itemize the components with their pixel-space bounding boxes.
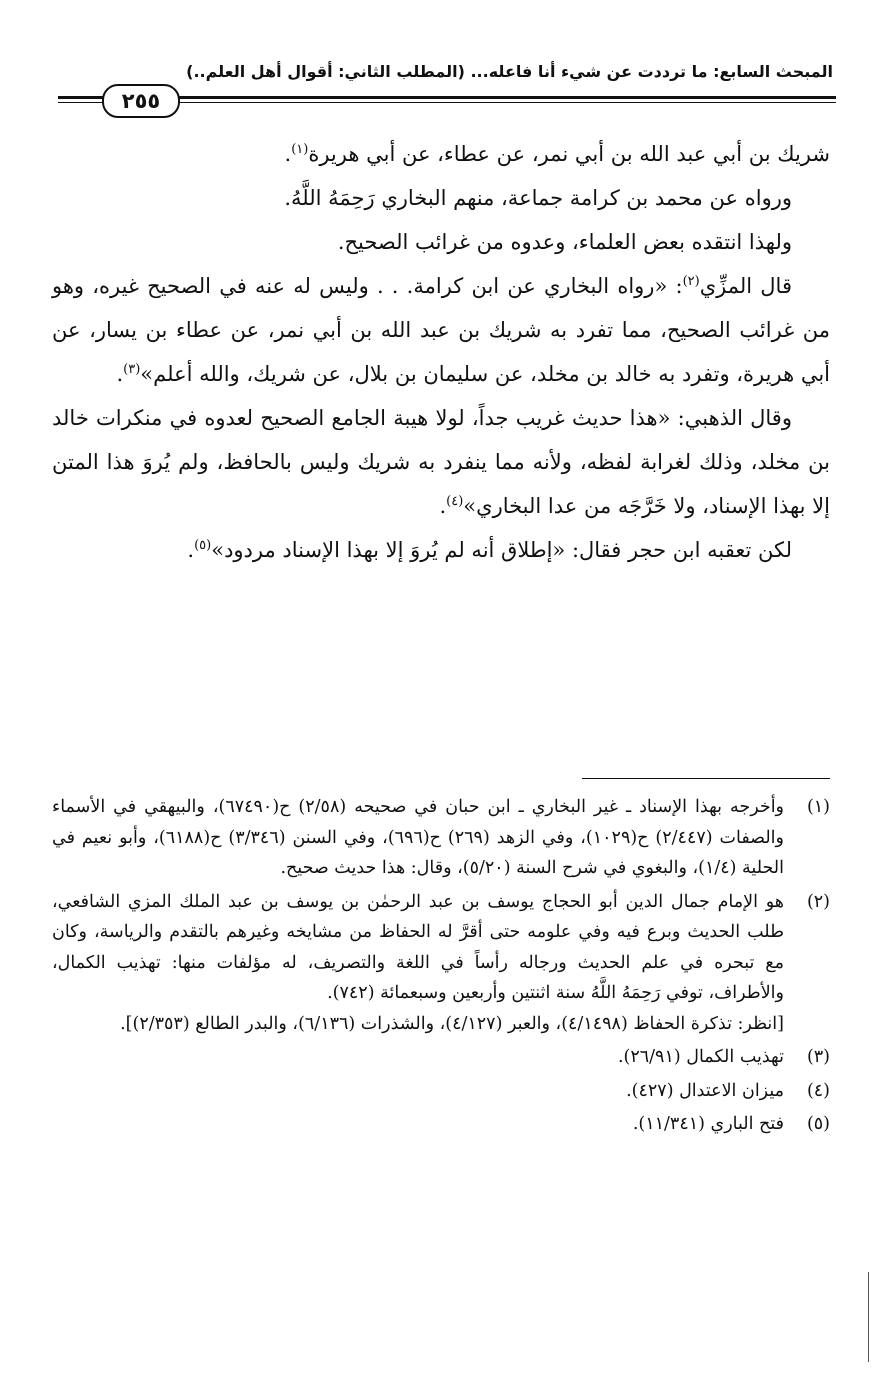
footnote-5 — [52, 1109, 830, 1140]
footnote-number: (٤) — [806, 1080, 830, 1101]
footnote-number: (٢) — [806, 891, 830, 912]
paragraph-4-end: . — [116, 362, 124, 386]
footnote-number: (٥) — [806, 1114, 830, 1134]
footnotes — [52, 792, 830, 1143]
paragraph-1 — [52, 132, 830, 176]
page-edge-mark — [868, 1272, 869, 1362]
footnote-text: فتح الباري (١١/٣٤١). — [632, 1114, 784, 1134]
paragraph-1-end: . — [284, 142, 292, 166]
footnote-1 — [52, 792, 830, 884]
footnote-ref-4[interactable]: (٤) — [446, 494, 464, 509]
footnote-number: (٣) — [806, 1047, 830, 1067]
footnote-ref-5[interactable]: (٥) — [194, 538, 212, 553]
paragraph-6-text: لكن تعقبه ابن حجر فقال: «إطلاق أنه لم يُروَ إلا بهذا الإسناد مردود» — [211, 538, 792, 562]
paragraph-4-text-b: : «رواه البخاري عن ابن كرامة. . . وليس له عنه في الصحيح غيره، وهو من غرائب الصحيح، مما تفرد به شريك بن عبد الله بن أبي نمر، عن عطاء بن يسار، عن أبي هريرة، وتفرد به خالد بن مخلد، عن سليمان بن بلال، عن شريك، والله أعلم» — [52, 274, 830, 386]
paragraph-2: ورواه عن محمد بن كرامة جماعة، منهم البخاري رَحِمَهُ اللَّهُ. — [284, 186, 792, 210]
footnote-sources: [انظر: تذكرة الحفاظ (٤/١٤٩٨)، والعبر (٤/١٢٧)، والشذرات (٦/١٣٦)، والبدر الطالع (٢/٣٥٣)]. — [120, 1013, 784, 1034]
paragraph-5 — [52, 396, 830, 528]
footnote-text: ميزان الاعتدال (٤٢٧). — [626, 1080, 784, 1101]
main-text — [52, 132, 830, 572]
footnote-2 — [52, 887, 830, 1040]
page-number-badge: ٢٥٥ — [102, 84, 180, 118]
paragraph-6 — [52, 528, 830, 572]
header-rule — [58, 88, 836, 114]
footnote-number: (١) — [806, 797, 830, 817]
footnote-3 — [52, 1042, 830, 1073]
footnote-text: وأخرجه بهذا الإسناد ـ غير البخاري ـ ابن حبان في صحيحه (٢/٥٨) ح(٦٧٤٩٠)، والبيهقي في الأسماء والصفات (٢/٤٤٧) ح(١٠٢٩)، وفي الزهد (٢٦٩) ح(٦٩٦)، وفي السنن (٣/٣٤٦) ح(٦١٨٨)، وأبو نعيم في الحلية (١/٤)، والبغوي في شرح السنة (٥/٢٠)، وقال: هذا حديث صحيح. — [52, 797, 785, 878]
footnote-text: تهذيب الكمال (٢٦/٩١). — [617, 1047, 784, 1067]
paragraph-4 — [52, 264, 830, 396]
paragraph-6-end: . — [187, 538, 195, 562]
footnote-ref-1[interactable]: (١) — [291, 142, 309, 157]
paragraph-1-text: شريك بن أبي عبد الله بن أبي نمر، عن عطاء، عن أبي هريرة — [308, 142, 830, 166]
paragraph-4-text-a: قال المزِّي — [699, 274, 792, 298]
footnote-ref-2[interactable]: (٢) — [682, 274, 700, 289]
footnote-4 — [52, 1076, 830, 1107]
footnote-separator — [582, 778, 830, 779]
footnote-ref-3[interactable]: (٣) — [123, 362, 141, 377]
footnote-text: هو الإمام جمال الدين أبو الحجاج يوسف بن عبد الرحمٰن بن يوسف بن عبد الملك المزي الشافعي، طلب الحديث وبرع فيه وفي علومه حتى أقرَّ له الحفاظ من مشايخه وغيرهم بالتقدم والرياسة، وكان مع تبحره في علم الحديث ورجاله رأساً في اللغة والتصريف، له مؤلفات منها: تهذيب الكمال، والأطراف، توفي رَحِمَهُ اللَّهُ سنة اثنتين وأربعين وسبعمائة (٧٤٢). — [52, 891, 784, 1003]
paragraph-5-end: . — [439, 494, 447, 518]
paragraph-3: ولهذا انتقده بعض العلماء، وعدوه من غرائب الصحيح. — [337, 230, 792, 254]
running-header-title: المبحث السابع: ما ترددت عن شيء أنا فاعله... (المطلب الثاني: أقوال أهل العلم..) — [186, 62, 833, 81]
header-left-dash — [58, 96, 96, 103]
paragraph-5-text: وقال الذهبي: «هذا حديث غريب جداً، لولا هيبة الجامع الصحيح لعدوه في منكرات خالد بن مخلد، وذلك لغرابة لفظه، ولأنه مما ينفرد به شريك وليس بالحافظ، ولم يُروَ هذا المتن إلا بهذا الإسناد، ولا خَرَّجَه من عدا البخاري» — [52, 406, 830, 518]
